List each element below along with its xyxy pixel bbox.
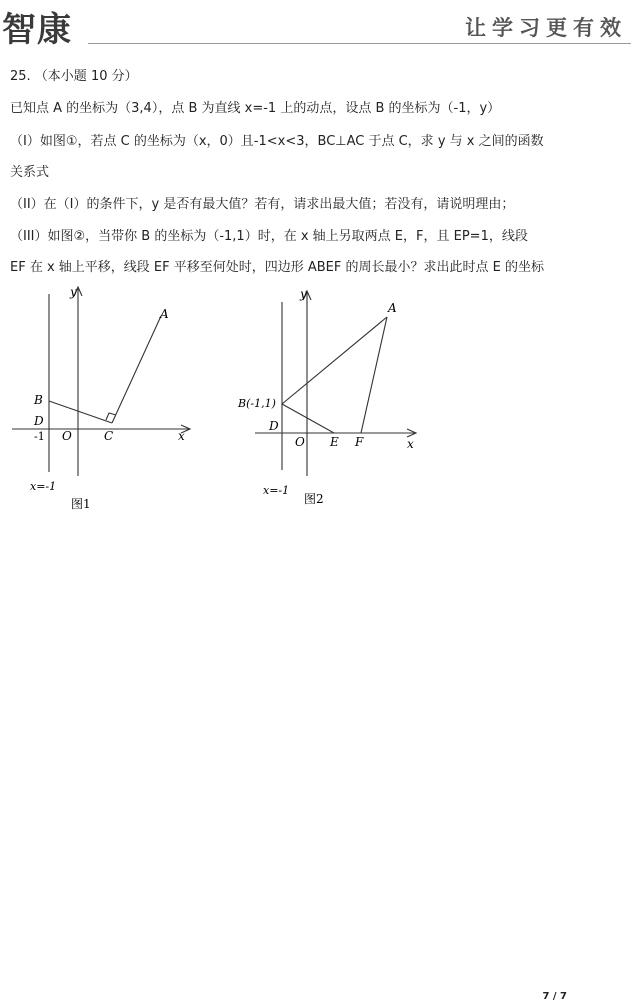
figure-2 xyxy=(230,280,430,515)
fig1-label-line: x=-1 xyxy=(30,480,57,493)
segment-ca xyxy=(112,316,161,423)
problem-line-1: 已知点 A 的坐标为（3,4），点 B 为直线 x=-1 上的动点，设点 B 的坐标为（-1，y） xyxy=(10,101,501,116)
fig2-caption: 图2 xyxy=(304,492,324,506)
problem-line-2: （I）如图①，若点 C 的坐标为（x，0）且-1<x<3，BC⊥AC 于点 C，求 y 与 x 之间的函数 xyxy=(10,134,544,149)
fig2-label-o: O xyxy=(295,435,305,449)
fig2-label-a: A xyxy=(388,301,397,315)
fig1-label-c: C xyxy=(104,429,114,443)
fig1-label-b: B xyxy=(34,393,43,407)
fig2-label-b: B(-1,1) xyxy=(238,397,276,410)
fig1-label-x: x xyxy=(178,429,185,443)
fig1-label-y: y xyxy=(70,285,77,299)
header-slogan: 让学习更有效 xyxy=(465,16,627,40)
problem-line-5: （III）如图②，当带你 B 的坐标为（-1,1）时，在 x 轴上另取两点 E，F，且 EP=1，线段 xyxy=(10,229,528,244)
segment-ab xyxy=(282,317,387,404)
problem-line-6: EF 在 x 轴上平移，线段 EF 平移至何处时，四边形 ABEF 的周长最小？求出此时点 E 的坐标 xyxy=(10,260,544,275)
fig1-label-d: D xyxy=(34,414,44,428)
header-divider xyxy=(88,43,631,44)
fig1-label-o: O xyxy=(62,429,72,443)
fig2-label-x: x xyxy=(407,437,414,451)
page-header xyxy=(0,0,635,48)
page-number: 7 / 7 xyxy=(542,991,567,1002)
problem-title: 25. （本小题 10 分） xyxy=(10,69,138,84)
figure-1 xyxy=(0,280,215,515)
fig2-label-f: F xyxy=(355,435,364,449)
problem-line-3: 关系式 xyxy=(10,165,50,180)
problem-line-4: （II）在（I）的条件下，y 是否有最大值？若有，请求出最大值；若没有，请说明理由； xyxy=(10,197,515,212)
brand-logo: 智康 xyxy=(2,10,72,50)
fig2-label-line: x=-1 xyxy=(263,484,290,497)
segment-fa xyxy=(361,317,387,433)
fig1-label-neg1: -1 xyxy=(34,430,45,443)
segment-bc xyxy=(49,401,112,423)
segment-be xyxy=(282,404,334,433)
fig2-label-y: y xyxy=(300,287,307,301)
fig2-label-d: D xyxy=(269,419,279,433)
fig1-label-a: A xyxy=(160,307,169,321)
fig2-label-e: E xyxy=(330,435,339,449)
fig1-caption: 图1 xyxy=(71,497,91,511)
